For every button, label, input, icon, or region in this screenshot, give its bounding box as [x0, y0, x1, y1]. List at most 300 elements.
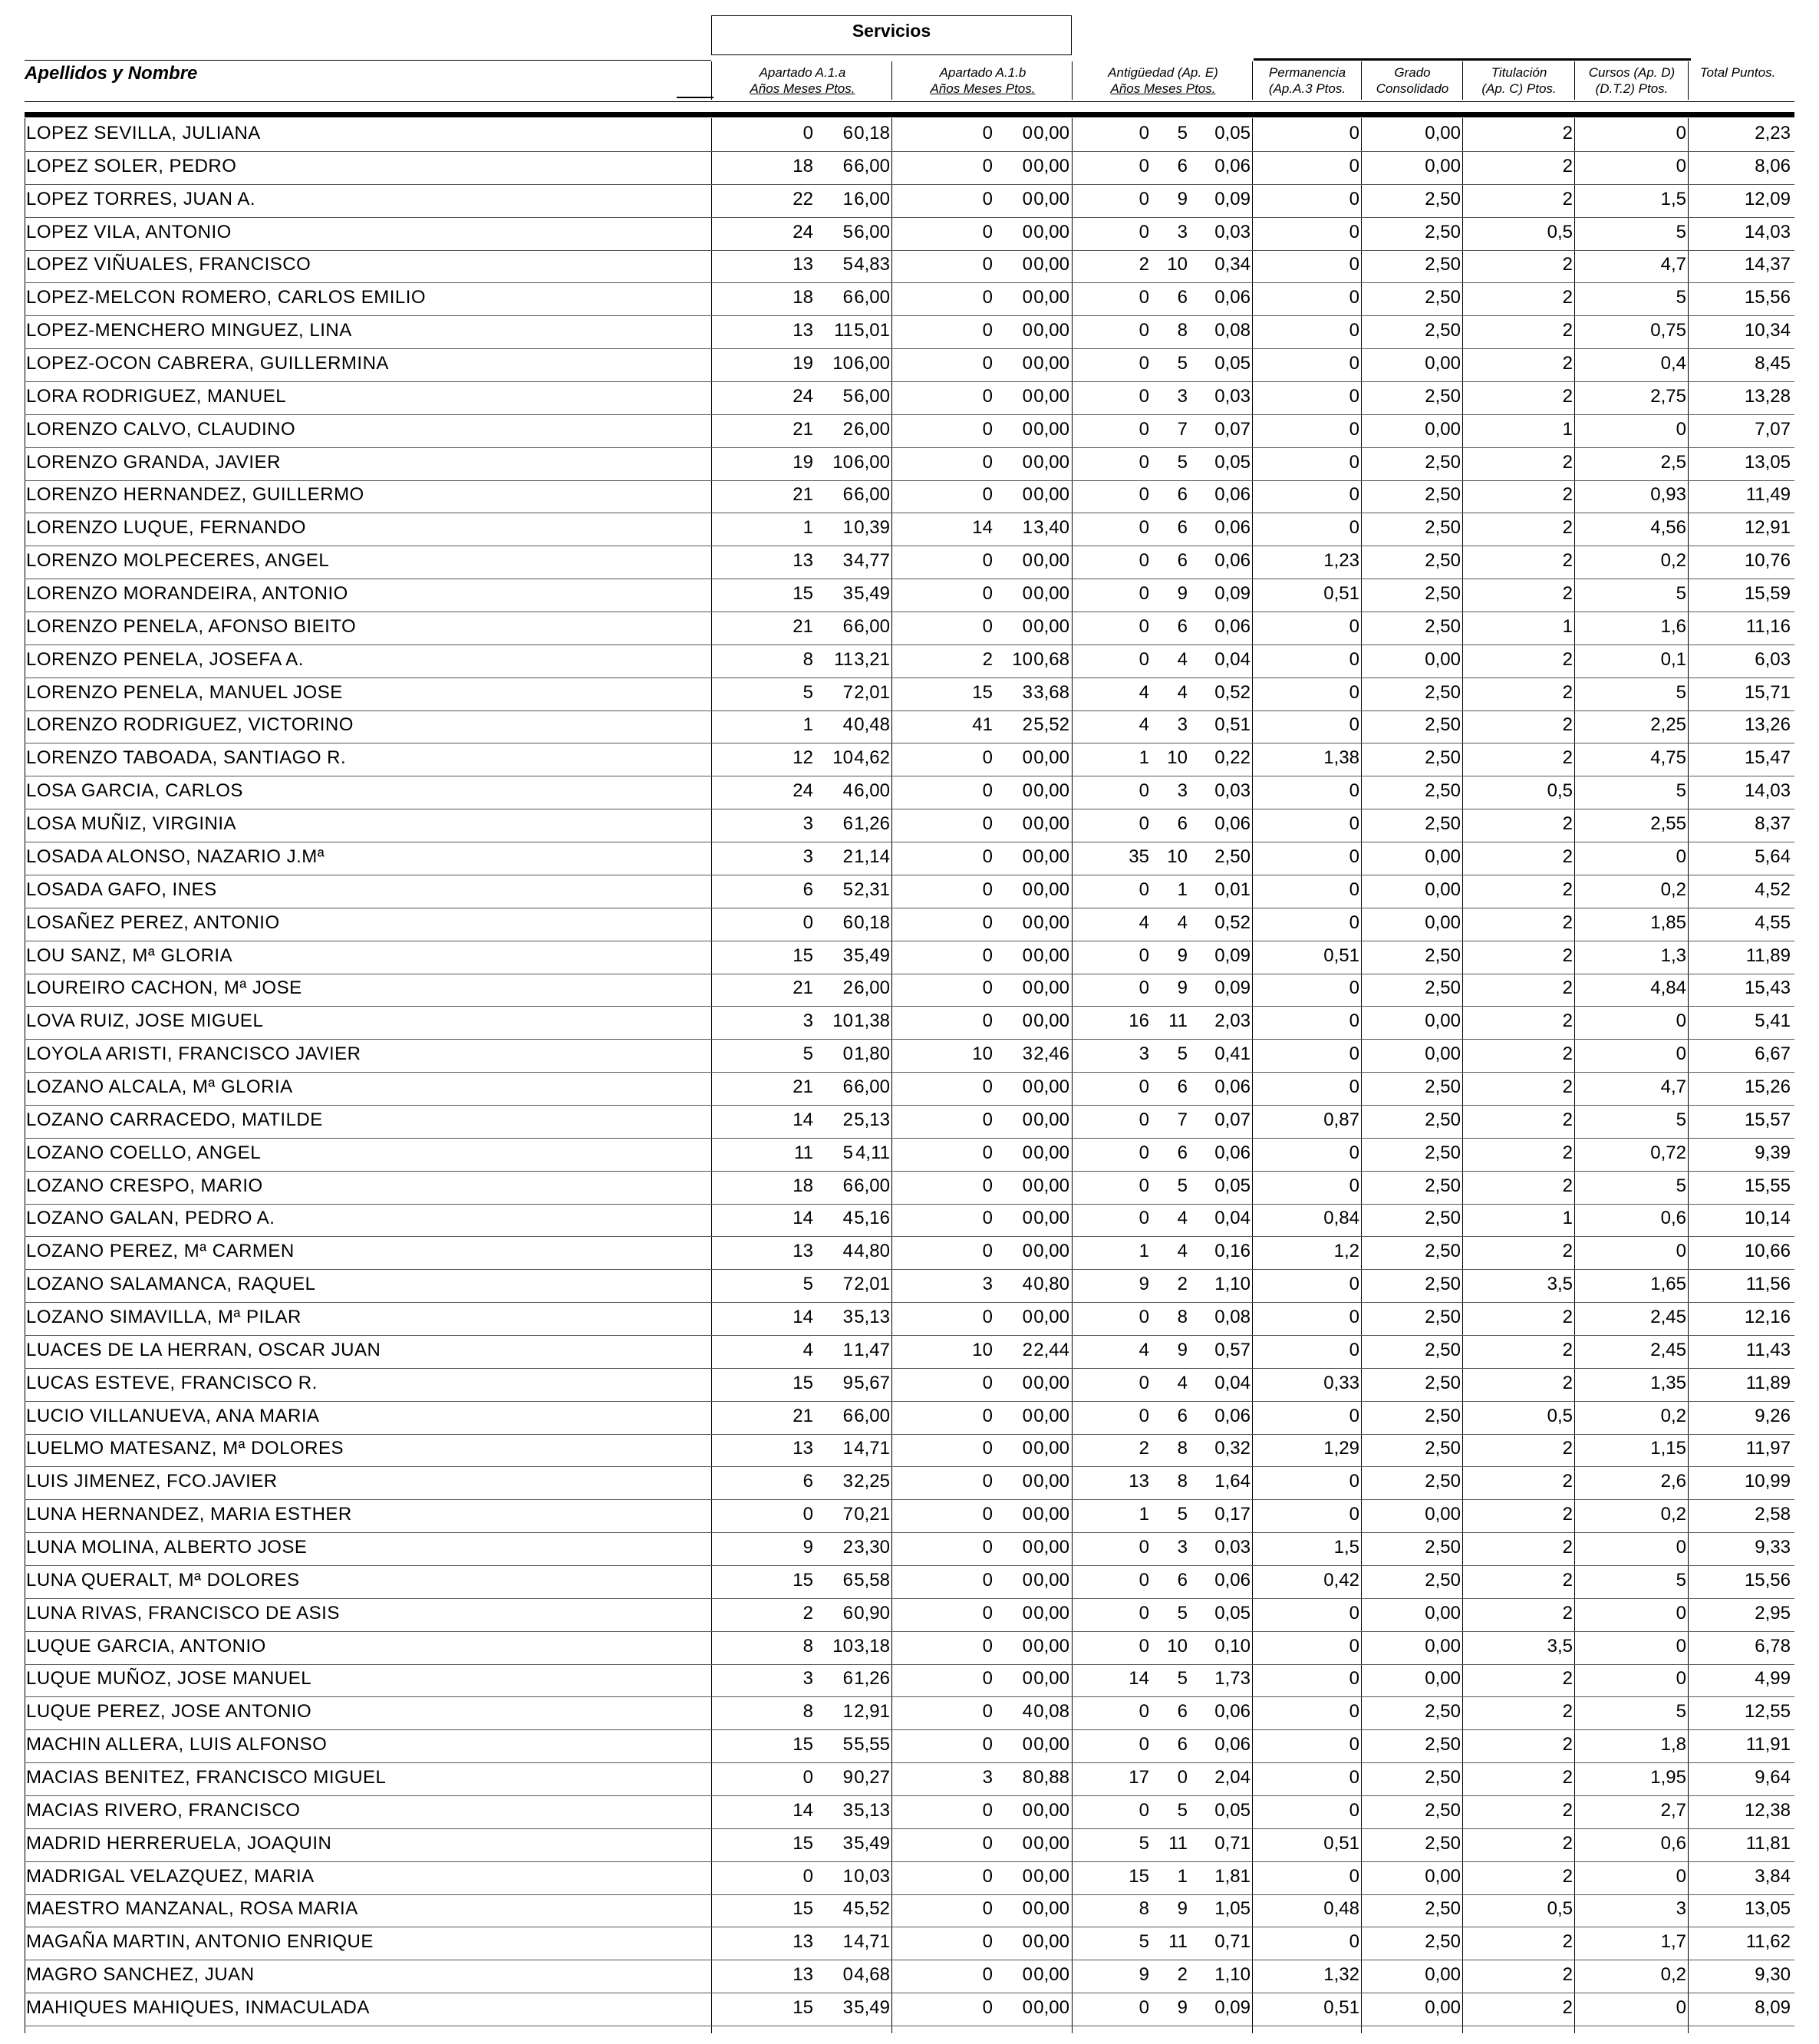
table-row [25, 612, 1794, 645]
cell-ant-meses: 10 [1167, 747, 1188, 769]
cell-a1a-anos: 8 [802, 648, 813, 670]
cell-a1b-ptos: 0,00 [1033, 353, 1069, 374]
cell-grado: 0,00 [1425, 155, 1461, 176]
cell-cursos: 0,6 [1660, 1208, 1686, 1229]
cell-a1b-anos: 0 [982, 353, 993, 374]
cell-ant-meses: 10 [1167, 254, 1188, 275]
cell-a1a-ptos: 5,49 [854, 1997, 890, 2019]
cell-ant-ptos: 0,06 [1214, 615, 1251, 637]
table-row [25, 1171, 1794, 1205]
table-row [25, 1433, 1794, 1467]
cell-a1b-meses: 0 [1022, 1076, 1033, 1097]
cell-a1b-ptos: 0,00 [1033, 1504, 1069, 1525]
cell-a1b-anos: 0 [982, 1010, 993, 1032]
cell-a1a-anos: 21 [793, 418, 813, 440]
cell-cursos: 1,8 [1660, 1734, 1686, 1756]
cell-a1b-anos: 0 [982, 1438, 993, 1459]
table-row [25, 973, 1794, 1007]
cell-a1a-ptos: 6,00 [854, 615, 890, 637]
cell-total: 6,03 [1755, 648, 1791, 670]
cell-a1b-anos: 0 [982, 451, 993, 473]
table-row [25, 809, 1794, 842]
cell-cursos: 5 [1676, 1175, 1686, 1196]
cell-a1b-ptos: 0,00 [1033, 188, 1069, 209]
cell-a1a-anos: 14 [793, 1208, 813, 1229]
cell-titulacion: 0,5 [1547, 1405, 1573, 1426]
cell-titulacion: 2 [1562, 353, 1573, 374]
cell-permanencia: 0 [1349, 1504, 1359, 1525]
cell-a1a-anos: 9 [802, 1536, 813, 1558]
cell-ant-meses: 6 [1177, 813, 1188, 835]
cell-cursos: 0,93 [1650, 484, 1686, 506]
cell-a1b-ptos: 0,00 [1033, 1964, 1069, 1986]
cell-total: 15,56 [1744, 1569, 1791, 1591]
cell-a1a-ptos: 0,18 [854, 912, 890, 933]
cell-a1a-anos: 13 [793, 550, 813, 572]
cell-total: 15,26 [1744, 1076, 1791, 1097]
cell-ant-ptos: 0,05 [1214, 1175, 1251, 1196]
cell-a1b-ptos: 0,00 [1033, 320, 1069, 341]
cell-a1b-anos: 0 [982, 846, 993, 867]
row-name: LUQUE PEREZ, JOSE ANTONIO [26, 1701, 312, 1723]
cell-titulacion: 2 [1562, 747, 1573, 769]
cell-ant-ptos: 0,41 [1214, 1043, 1251, 1065]
cell-titulacion: 2 [1562, 1767, 1573, 1788]
cell-a1a-anos: 8 [802, 1635, 813, 1657]
cell-total: 2,95 [1755, 1602, 1791, 1624]
cell-titulacion: 2 [1562, 155, 1573, 176]
cell-total: 11,89 [1745, 945, 1791, 966]
cell-a1b-anos: 0 [982, 1734, 993, 1756]
cell-total: 8,06 [1755, 155, 1791, 176]
cell-a1b-ptos: 0,00 [1033, 550, 1069, 572]
cell-a1a-ptos: 5,49 [854, 1832, 890, 1854]
cell-ant-ptos: 0,08 [1214, 1306, 1251, 1327]
cell-a1b-meses: 0 [1022, 1569, 1033, 1591]
table-row [25, 677, 1794, 711]
cell-a1a-meses: 1 [842, 1701, 853, 1723]
cell-a1a-anos: 18 [793, 1175, 813, 1196]
cell-a1a-anos: 3 [802, 1668, 813, 1690]
cell-a1a-anos: 0 [802, 912, 813, 933]
cell-a1a-meses: 1 [842, 517, 853, 539]
cell-grado: 2,50 [1425, 1536, 1461, 1558]
table-row [25, 1532, 1794, 1566]
row-name: LOU SANZ, Mª GLORIA [26, 945, 233, 966]
cell-ant-ptos: 0,05 [1214, 1799, 1251, 1821]
cell-total: 11,81 [1745, 1832, 1791, 1854]
cell-a1b-meses: 0 [1022, 418, 1033, 440]
cell-a1a-ptos: 2,31 [854, 879, 890, 900]
cell-ant-meses: 9 [1177, 583, 1188, 605]
cell-ant-ptos: 1,10 [1214, 1964, 1251, 1986]
cell-a1b-ptos: 0,00 [1033, 583, 1069, 605]
cell-permanencia: 0 [1349, 155, 1359, 176]
cell-a1b-anos: 0 [982, 1306, 993, 1327]
cell-permanencia: 0 [1349, 1799, 1359, 1821]
cell-a1b-meses: 0 [1022, 1635, 1033, 1657]
cell-grado: 2,50 [1425, 714, 1461, 736]
cell-ant-anos: 0 [1139, 945, 1149, 966]
cell-grado: 2,50 [1425, 977, 1461, 999]
cell-ant-anos: 0 [1139, 221, 1149, 242]
table-row [25, 842, 1794, 875]
cell-cursos: 1,3 [1660, 945, 1686, 966]
cell-cursos: 0,6 [1660, 1832, 1686, 1854]
row-name: LUNA RIVAS, FRANCISCO DE ASIS [26, 1602, 340, 1624]
cell-ant-anos: 17 [1129, 1767, 1149, 1788]
cell-ant-meses: 5 [1177, 1504, 1188, 1525]
cell-a1a-ptos: 5,16 [854, 1208, 890, 1229]
cell-a1a-anos: 15 [793, 945, 813, 966]
cell-a1a-ptos: 4,11 [855, 1142, 890, 1163]
cell-cursos: 1,15 [1650, 1438, 1686, 1459]
cell-ant-meses: 5 [1177, 1602, 1188, 1624]
cell-grado: 0,00 [1425, 1010, 1461, 1032]
cell-ant-ptos: 0,52 [1214, 912, 1251, 933]
cell-a1a-anos: 19 [793, 451, 813, 473]
cell-ant-meses: 9 [1177, 1339, 1188, 1360]
row-name: LOSADA GAFO, INES [26, 879, 217, 900]
cell-ant-ptos: 0,05 [1214, 353, 1251, 374]
cell-grado: 0,00 [1425, 1668, 1461, 1690]
cell-a1a-meses: 6 [842, 287, 853, 308]
cell-ant-ptos: 0,34 [1214, 254, 1251, 275]
cell-titulacion: 2 [1562, 1010, 1573, 1032]
cell-a1b-ptos: 0,00 [1033, 1208, 1069, 1229]
cell-permanencia: 0 [1349, 681, 1359, 703]
cell-cursos: 1,95 [1650, 1767, 1686, 1788]
cell-ant-ptos: 0,06 [1214, 155, 1251, 176]
cell-permanencia: 0 [1349, 648, 1359, 670]
cell-ant-meses: 5 [1177, 1799, 1188, 1821]
cell-a1a-meses: 9 [842, 1372, 853, 1393]
cell-ant-ptos: 0,57 [1214, 1339, 1251, 1360]
cell-a1b-ptos: 0,00 [1033, 1241, 1069, 1262]
cell-a1b-meses: 0 [1022, 353, 1033, 374]
cell-permanencia: 0 [1349, 221, 1359, 242]
cell-titulacion: 3,5 [1547, 1274, 1573, 1295]
cell-a1b-ptos: 0,88 [1033, 1767, 1069, 1788]
cell-grado: 0,00 [1425, 1865, 1461, 1887]
table-row [25, 1729, 1794, 1763]
cell-ant-ptos: 0,06 [1214, 1076, 1251, 1097]
table-row [25, 1401, 1794, 1435]
cell-a1b-anos: 3 [982, 1767, 993, 1788]
cell-ant-meses: 6 [1177, 517, 1188, 539]
row-name: LOSADA ALONSO, NAZARIO J.Mª [26, 846, 325, 867]
cell-ant-anos: 4 [1139, 681, 1149, 703]
cell-ant-anos: 0 [1139, 123, 1149, 143]
cell-a1b-ptos: 0,00 [1033, 484, 1069, 506]
table-row [25, 480, 1794, 513]
row-name: LORENZO TABOADA, SANTIAGO R. [26, 747, 347, 769]
cell-ant-meses: 4 [1177, 1208, 1188, 1229]
cell-cursos: 5 [1676, 1701, 1686, 1723]
row-name: LORENZO HERNANDEZ, GUILLERMO [26, 484, 364, 506]
cell-a1b-anos: 0 [982, 945, 993, 966]
cell-permanencia: 0 [1349, 846, 1359, 867]
cell-a1b-ptos: 0,00 [1033, 1010, 1069, 1032]
cell-a1b-anos: 0 [982, 813, 993, 835]
cell-cursos: 0 [1676, 1635, 1686, 1657]
cell-permanencia: 0 [1349, 1076, 1359, 1097]
cell-a1a-meses: 10 [832, 353, 853, 374]
cell-ant-meses: 10 [1167, 846, 1188, 867]
header-sep [711, 61, 712, 100]
cell-a1b-anos: 0 [982, 879, 993, 900]
cell-grado: 0,00 [1425, 1964, 1461, 1986]
table-row [25, 1072, 1794, 1106]
cell-grado: 2,50 [1425, 221, 1461, 242]
cell-a1a-anos: 2 [802, 1602, 813, 1624]
cell-total: 11,49 [1745, 484, 1791, 506]
cell-cursos: 4,84 [1650, 977, 1686, 999]
cell-a1b-meses: 0 [1022, 1504, 1033, 1525]
cell-a1b-anos: 0 [982, 1931, 993, 1953]
cell-ant-anos: 0 [1139, 879, 1149, 900]
cell-a1b-anos: 0 [982, 780, 993, 802]
cell-cursos: 0,2 [1660, 1964, 1686, 1986]
cell-a1b-ptos: 0,00 [1033, 418, 1069, 440]
cell-ant-ptos: 1,64 [1214, 1471, 1251, 1492]
cell-ant-meses: 4 [1177, 648, 1188, 670]
row-name: LOVA RUIZ, JOSE MIGUEL [26, 1010, 264, 1032]
cell-a1a-meses: 10 [832, 747, 853, 769]
table-row [25, 546, 1794, 579]
cell-a1b-ptos: 5,52 [1033, 714, 1069, 736]
cell-a1a-anos: 15 [793, 1569, 813, 1591]
cell-ant-ptos: 1,81 [1214, 1865, 1251, 1887]
cell-ant-anos: 0 [1139, 550, 1149, 572]
cell-a1b-ptos: 0,00 [1033, 1668, 1069, 1690]
cell-total: 11,97 [1745, 1438, 1791, 1459]
cell-total: 14,03 [1744, 221, 1791, 242]
cell-a1b-anos: 0 [982, 1569, 993, 1591]
cell-a1b-anos: 10 [972, 1043, 993, 1065]
cell-permanencia: 0 [1349, 254, 1359, 275]
cell-cursos: 0 [1676, 155, 1686, 176]
cell-total: 11,91 [1745, 1734, 1791, 1756]
cell-ant-anos: 0 [1139, 780, 1149, 802]
row-name: LORENZO GRANDA, JAVIER [26, 451, 281, 473]
row-name: LOSA GARCIA, CARLOS [26, 780, 243, 802]
cell-titulacion: 2 [1562, 1931, 1573, 1953]
row-name: MAHIQUES MAHIQUES, INMACULADA [26, 1997, 370, 2019]
cell-total: 10,66 [1744, 1241, 1791, 1262]
cell-a1b-anos: 0 [982, 484, 993, 506]
cell-a1b-anos: 0 [982, 1208, 993, 1229]
cell-permanencia: 0 [1349, 517, 1359, 539]
cell-grado: 2,50 [1425, 1734, 1461, 1756]
col-antiguedad-header [1074, 64, 1252, 97]
cell-ant-anos: 0 [1139, 1076, 1149, 1097]
cell-a1a-meses: 3 [842, 1832, 853, 1854]
cell-a1b-ptos: 0,80 [1033, 1274, 1069, 1295]
cell-cursos: 2,7 [1660, 1799, 1686, 1821]
cell-a1b-meses: 0 [1022, 1536, 1033, 1558]
cell-a1b-ptos: 0,00 [1033, 1931, 1069, 1953]
cell-a1a-meses: 10 [832, 451, 853, 473]
cell-ant-anos: 0 [1139, 1569, 1149, 1591]
col-grado-title: Grado [1394, 65, 1431, 80]
cell-cursos: 5 [1676, 780, 1686, 802]
cell-grado: 2,50 [1425, 254, 1461, 275]
cell-ant-meses: 3 [1177, 1536, 1188, 1558]
row-name: MACIAS RIVERO, FRANCISCO [26, 1799, 301, 1821]
cell-a1a-meses: 1 [842, 1931, 853, 1953]
cell-ant-ptos: 0,51 [1214, 714, 1251, 736]
cell-ant-ptos: 0,06 [1214, 1405, 1251, 1426]
cell-grado: 0,00 [1425, 648, 1461, 670]
cell-a1a-anos: 1 [802, 714, 813, 736]
cell-ant-meses: 6 [1177, 550, 1188, 572]
cell-titulacion: 2 [1562, 1668, 1573, 1690]
row-name: LOUREIRO CACHON, Mª JOSE [26, 977, 302, 999]
cell-total: 13,05 [1744, 451, 1791, 473]
cell-cursos: 0,4 [1660, 353, 1686, 374]
cell-grado: 2,50 [1425, 1832, 1461, 1854]
table-row [25, 381, 1794, 415]
cell-total: 15,71 [1744, 681, 1791, 703]
header-sep [1462, 61, 1463, 100]
cell-grado: 2,50 [1425, 484, 1461, 506]
cell-a1a-ptos: 5,13 [854, 1109, 890, 1130]
row-name: MADRID HERRERUELA, JOAQUIN [26, 1832, 332, 1854]
cell-ant-anos: 9 [1139, 1964, 1149, 1986]
cell-total: 2,23 [1755, 123, 1791, 143]
cell-cursos: 0,1 [1660, 648, 1686, 670]
cell-permanencia: 1,2 [1333, 1241, 1359, 1262]
cell-a1b-anos: 0 [982, 1175, 993, 1196]
cell-a1a-meses: 0 [842, 1043, 853, 1065]
cell-permanencia: 0 [1349, 1306, 1359, 1327]
cell-grado: 0,00 [1425, 879, 1461, 900]
cell-ant-meses: 7 [1177, 1109, 1188, 1130]
table-row [25, 645, 1794, 678]
cell-titulacion: 2 [1562, 1997, 1573, 2019]
cell-a1a-meses: 3 [842, 1997, 853, 2019]
cell-cursos: 2,45 [1650, 1339, 1686, 1360]
cell-ant-ptos: 0,06 [1214, 550, 1251, 572]
cell-grado: 2,50 [1425, 1142, 1461, 1163]
cell-ant-ptos: 1,05 [1214, 1898, 1251, 1920]
cell-permanencia: 0,33 [1323, 1372, 1359, 1393]
cell-permanencia: 0,51 [1323, 1832, 1359, 1854]
cell-a1b-meses: 2 [1022, 714, 1033, 736]
cell-ant-anos: 5 [1139, 1931, 1149, 1953]
cell-ant-anos: 0 [1139, 648, 1149, 670]
cell-grado: 2,50 [1425, 1701, 1461, 1723]
cell-permanencia: 0 [1349, 1865, 1359, 1887]
cell-permanencia: 0 [1349, 1043, 1359, 1065]
cell-total: 12,38 [1744, 1799, 1791, 1821]
cell-ant-meses: 7 [1177, 418, 1188, 440]
table-row [25, 348, 1794, 382]
cell-a1b-ptos: 0,00 [1033, 1372, 1069, 1393]
cell-ant-ptos: 1,73 [1214, 1668, 1251, 1690]
cell-a1a-anos: 11 [794, 1142, 813, 1163]
table-row [25, 1927, 1794, 1960]
table-row [25, 579, 1794, 612]
cell-ant-anos: 0 [1139, 1306, 1149, 1327]
cell-permanencia: 0 [1349, 320, 1359, 341]
cell-ant-ptos: 2,50 [1214, 846, 1251, 867]
cell-ant-meses: 9 [1177, 188, 1188, 209]
cell-total: 11,56 [1745, 1274, 1791, 1295]
header-top-rule-left [25, 60, 711, 61]
cell-a1b-meses: 0 [1022, 615, 1033, 637]
header-sep [1574, 61, 1575, 100]
cell-ant-anos: 0 [1139, 583, 1149, 605]
cell-a1a-ptos: 4,71 [854, 1438, 890, 1459]
cell-ant-anos: 2 [1139, 254, 1149, 275]
cell-a1b-meses: 0 [1022, 385, 1033, 407]
cell-ant-meses: 3 [1177, 714, 1188, 736]
cell-grado: 2,50 [1425, 1471, 1461, 1492]
cell-ant-meses: 8 [1177, 1306, 1188, 1327]
cell-a1b-anos: 0 [982, 1076, 993, 1097]
table-row [25, 1236, 1794, 1270]
cell-a1b-anos: 2 [982, 648, 993, 670]
cell-titulacion: 2 [1562, 813, 1573, 835]
cell-grado: 0,00 [1425, 418, 1461, 440]
cell-permanencia: 0 [1349, 1010, 1359, 1032]
row-name: LOPEZ VIÑUALES, FRANCISCO [26, 254, 311, 275]
cell-a1a-meses: 3 [842, 583, 853, 605]
cell-a1a-anos: 22 [793, 188, 813, 209]
cell-a1b-ptos: 0,00 [1033, 451, 1069, 473]
cell-cursos: 0,2 [1660, 879, 1686, 900]
row-name: LUACES DE LA HERRAN, OSCAR JUAN [26, 1339, 381, 1360]
cell-a1a-meses: 2 [842, 1536, 853, 1558]
cell-ant-meses: 8 [1177, 1438, 1188, 1459]
col-permanencia-header [1254, 64, 1361, 97]
cell-a1b-ptos: 0,00 [1033, 1997, 1069, 2019]
cell-a1a-meses: 10 [832, 1010, 853, 1032]
cell-cursos: 5 [1676, 1109, 1686, 1130]
cell-a1b-ptos: 3,68 [1033, 681, 1069, 703]
col-a1a-sub: Años Meses Ptos. [750, 81, 855, 96]
table-row [25, 1631, 1794, 1665]
cell-a1a-ptos: 4,68 [854, 1964, 890, 1986]
cell-total: 6,67 [1755, 1043, 1791, 1065]
cell-a1a-ptos: 6,00 [854, 484, 890, 506]
cell-ant-ptos: 0,06 [1214, 813, 1251, 835]
cell-permanencia: 0,48 [1323, 1898, 1359, 1920]
cell-titulacion: 2 [1562, 1504, 1573, 1525]
header-sep [1361, 61, 1362, 100]
cell-titulacion: 2 [1562, 1602, 1573, 1624]
cell-grado: 0,00 [1425, 353, 1461, 374]
cell-grado: 2,50 [1425, 1405, 1461, 1426]
table-row [25, 908, 1794, 941]
cell-a1b-meses: 0 [1022, 1438, 1033, 1459]
cell-a1a-meses: 0 [842, 1964, 853, 1986]
cell-a1b-anos: 0 [982, 550, 993, 572]
cell-a1b-ptos: 0,00 [1033, 846, 1069, 867]
cell-ant-meses: 6 [1177, 1701, 1188, 1723]
cell-cursos: 0,2 [1660, 1504, 1686, 1525]
cell-grado: 2,50 [1425, 615, 1461, 637]
cell-a1b-ptos: 2,46 [1033, 1043, 1069, 1065]
table-row [25, 1795, 1794, 1829]
cell-permanencia: 0 [1349, 1635, 1359, 1657]
table-row [25, 1828, 1794, 1862]
cell-permanencia: 0 [1349, 385, 1359, 407]
cell-a1b-meses: 0 [1022, 1405, 1033, 1426]
cell-total: 2,58 [1755, 1504, 1791, 1525]
